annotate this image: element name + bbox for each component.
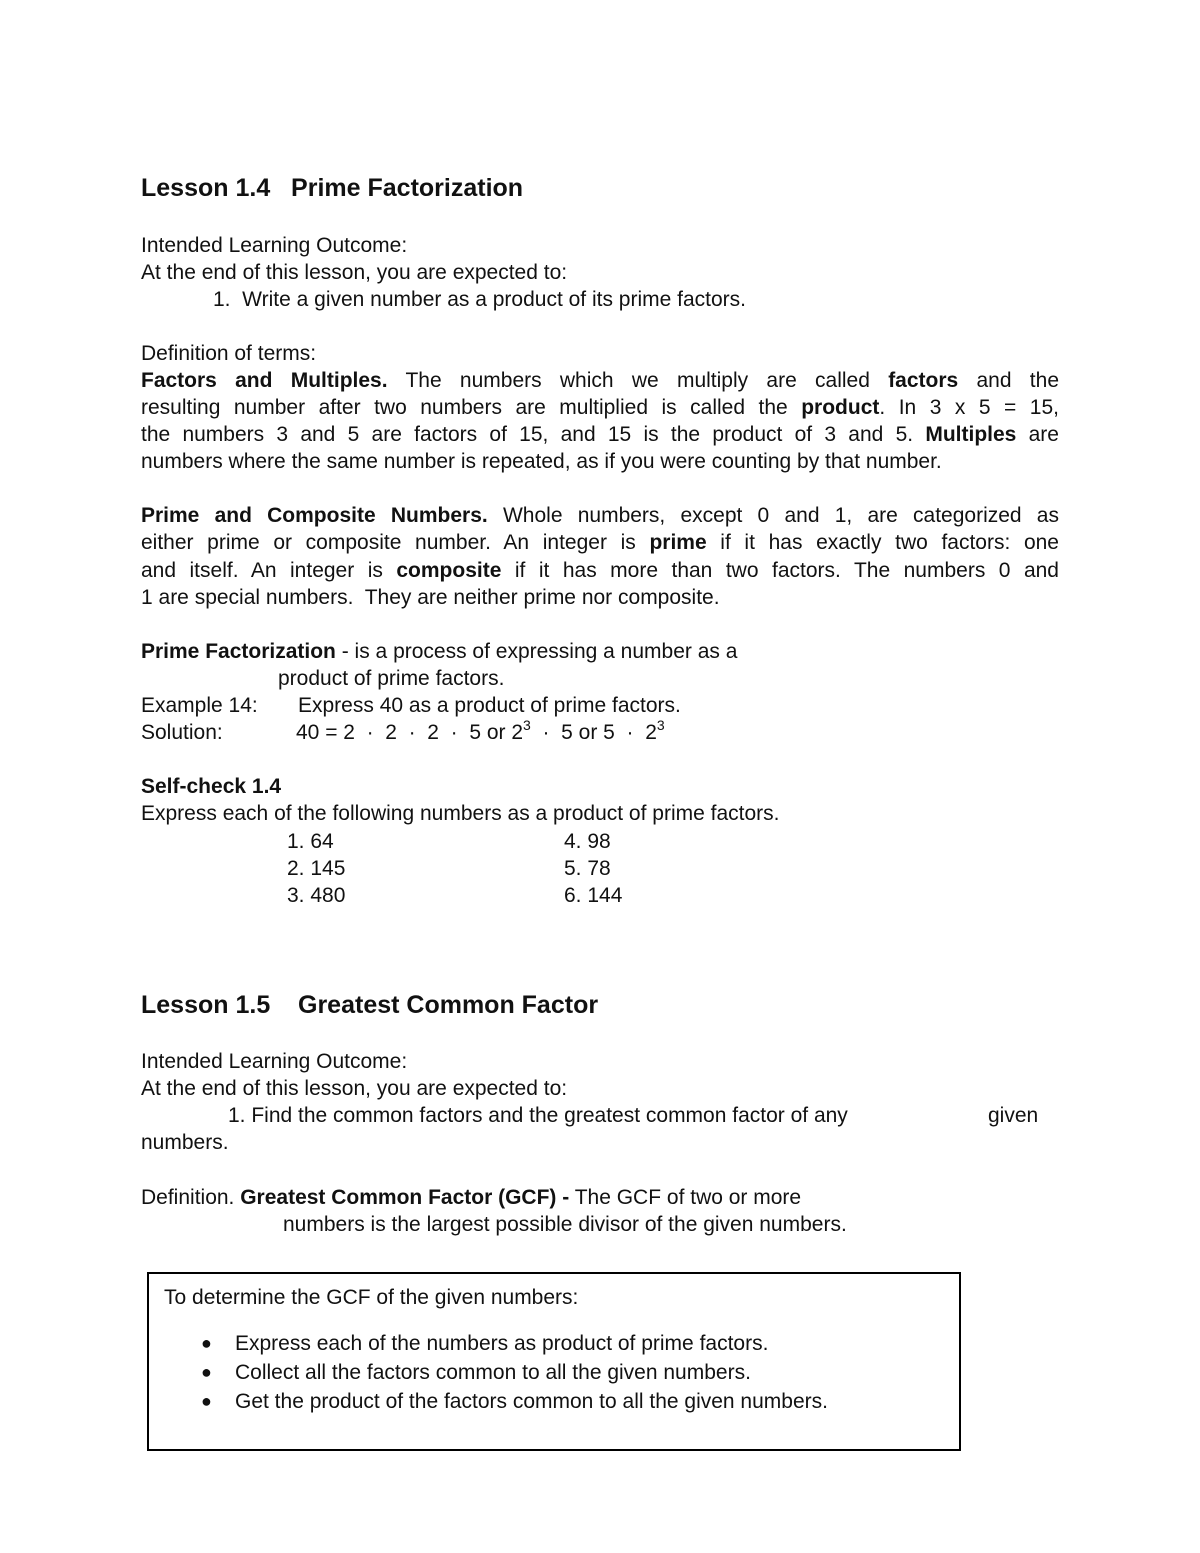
bullet-icon: ● — [201, 1362, 212, 1382]
prime-composite-term: Prime and Composite Numbers. — [141, 504, 488, 527]
prime-composite-line-2: either prime or composite number. An integer is prime if it has exactly two factors: one — [141, 531, 1059, 554]
exercise-item: 6. 144 — [564, 884, 623, 907]
gcf-procedure-list — [149, 1330, 828, 1417]
list-item: ● Express each of the numbers as product of prime factors. — [201, 1332, 769, 1355]
gcf-definition: Definition. Greatest Common Factor (GCF) - The GCF of two or more — [141, 1186, 802, 1209]
factors-multiples-line-4: numbers where the same number is repeated, as if you were counting by that number. — [141, 450, 942, 473]
gcf-procedure-intro: To determine the GCF of the given numbers: — [164, 1286, 579, 1309]
exercise-item: 2. 145 — [287, 857, 346, 880]
prime-factorization-definition-2: product of prime factors. — [278, 667, 505, 690]
bullet-icon: ● — [201, 1333, 212, 1353]
exercise-item: 5. 78 — [564, 857, 611, 880]
ilo-item: 1. Write a given number as a product of its prime factors. — [213, 288, 747, 311]
factors-multiples-line-3: the numbers 3 and 5 are factors of 15, and 15 is the product of 3 and 5. Multiples are — [141, 423, 1059, 446]
solution-label: Solution: — [141, 721, 223, 744]
factors-multiples-term: Factors and Multiples. — [141, 369, 388, 392]
gcf-procedure-box — [147, 1272, 961, 1451]
prime-composite-line-4: 1 are special numbers. They are neither prime nor composite. — [141, 586, 720, 609]
gcf-definition-2: numbers is the largest possible divisor of the given numbers. — [283, 1213, 847, 1236]
lesson-1-4-title: Lesson 1.4 Prime Factorization — [141, 174, 524, 202]
prime-factorization-definition: Prime Factorization - is a process of expressing a number as a — [141, 640, 738, 663]
exercise-item: 3. 480 — [287, 884, 346, 907]
definition-label: Definition of terms: — [141, 342, 317, 365]
ilo-item-continued: given — [988, 1104, 1039, 1127]
list-item: ● Get the product of the factors common to all the given numbers. — [201, 1390, 828, 1413]
lesson-1-5-title: Lesson 1.5 Greatest Common Factor — [141, 991, 599, 1019]
prime-composite-line-3: and itself. An integer is composite if it has more than two factors. The numbers 0 and — [141, 559, 1059, 582]
ilo-intro: At the end of this lesson, you are expected to: — [141, 261, 568, 284]
example-label: Example 14: — [141, 694, 258, 717]
prime-composite-line-1: Prime and Composite Numbers. Whole numbers, except 0 and 1, are categorized as — [141, 504, 1059, 527]
factors-multiples-line-2: resulting number after two numbers are multiplied is called the product. In 3 x 5 = 15, — [141, 396, 1059, 419]
ilo-item: 1. Find the common factors and the greatest common factor of any — [228, 1104, 848, 1127]
ilo-item-wrap: numbers. — [141, 1131, 229, 1154]
exercise-item: 4. 98 — [564, 830, 611, 853]
ilo-label: Intended Learning Outcome: — [141, 234, 408, 257]
ilo-label: Intended Learning Outcome: — [141, 1050, 408, 1073]
ilo-intro: At the end of this lesson, you are expected to: — [141, 1077, 568, 1100]
solution-text: 40 = 2 · 2 · 2 · 5 or $2^3 \cdot 5$ or $5 \cdot 2^3$ — [296, 717, 665, 744]
exercise-item: 1. 64 — [287, 830, 334, 853]
bullet-icon: ● — [201, 1391, 212, 1411]
prime-factorization-term: Prime Factorization — [141, 640, 336, 663]
self-check-intro: Express each of the following numbers as a product of prime factors. — [141, 802, 780, 825]
example-text: Express 40 as a product of prime factors. — [298, 694, 681, 717]
factors-multiples-line-1: Factors and Multiples. The numbers which we multiply are called factors and the — [141, 369, 1059, 392]
self-check-title: Self-check 1.4 — [141, 775, 282, 798]
gcf-term: Greatest Common Factor (GCF) - — [240, 1186, 570, 1209]
list-item: ● Collect all the factors common to all the given numbers. — [201, 1361, 751, 1384]
